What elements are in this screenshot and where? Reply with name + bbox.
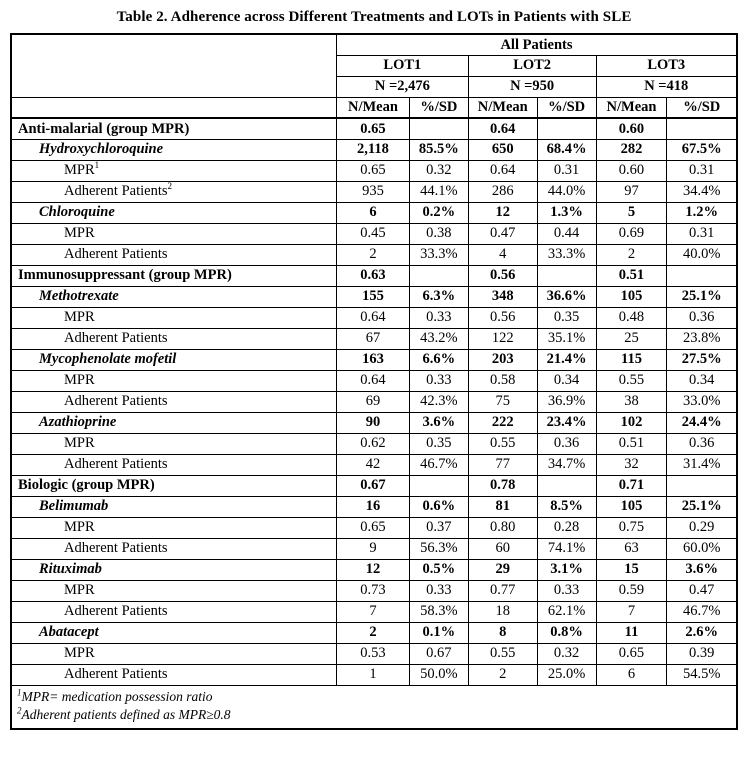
row-value: 97 (596, 181, 667, 202)
footnote-1-superscript: 1 (17, 687, 22, 697)
row-value: 122 (468, 328, 537, 349)
row-value: 11 (596, 622, 667, 643)
row-label: MPR (11, 223, 336, 244)
row-value: 105 (596, 286, 667, 307)
row-value: 34.7% (537, 454, 596, 475)
row-label: Mycophenolate mofetil (11, 349, 336, 370)
table-row (11, 538, 737, 559)
row-value: 0.47 (667, 580, 737, 601)
row-value: 33.3% (409, 244, 468, 265)
row-value: 0.78 (468, 475, 537, 496)
row-value: 0.33 (409, 580, 468, 601)
row-label: MPR (11, 580, 336, 601)
table-footer (11, 685, 737, 729)
row-value: 105 (596, 496, 667, 517)
row-value: 81 (468, 496, 537, 517)
header-lot2-n-mean: N/Mean (468, 97, 537, 118)
row-value: 2 (468, 664, 537, 685)
row-label: MPR (11, 370, 336, 391)
row-value: 63 (596, 538, 667, 559)
row-value: 0.32 (409, 160, 468, 181)
row-label: Methotrexate (11, 286, 336, 307)
row-value: 0.59 (596, 580, 667, 601)
row-value: 25.0% (537, 664, 596, 685)
row-value: 2.6% (667, 622, 737, 643)
row-value: 155 (336, 286, 409, 307)
header-lot3-n: N =418 (596, 76, 737, 97)
row-value: 36.6% (537, 286, 596, 307)
row-value: 7 (596, 601, 667, 622)
row-value: 3.6% (409, 412, 468, 433)
row-value: 33.3% (537, 244, 596, 265)
row-value: 40.0% (667, 244, 737, 265)
row-value: 54.5% (667, 664, 737, 685)
table-row (11, 244, 737, 265)
row-value: 0.32 (537, 643, 596, 664)
row-value: 0.37 (409, 517, 468, 538)
row-value: 85.5% (409, 139, 468, 160)
header-lot3-pct-sd: %/SD (667, 97, 737, 118)
row-value: 15 (596, 559, 667, 580)
row-value: 0.39 (667, 643, 737, 664)
row-value: 0.69 (596, 223, 667, 244)
table-row (11, 160, 737, 181)
row-value: 23.8% (667, 328, 737, 349)
row-value: 0.29 (667, 517, 737, 538)
row-value: 2 (336, 622, 409, 643)
table-body (11, 118, 737, 685)
row-value: 0.34 (537, 370, 596, 391)
header-lot1-n: N =2,476 (336, 76, 468, 97)
table-row (11, 622, 737, 643)
row-value: 0.34 (667, 370, 737, 391)
table-row (11, 601, 737, 622)
row-value: 0.44 (537, 223, 596, 244)
header-lot2-pct-sd: %/SD (537, 97, 596, 118)
row-label: Belimumab (11, 496, 336, 517)
row-value: 0.64 (336, 370, 409, 391)
row-value: 0.36 (667, 307, 737, 328)
row-value: 2 (596, 244, 667, 265)
footnote-2-superscript: 2 (17, 705, 22, 716)
table-row (11, 307, 737, 328)
header-lot2-n: N =950 (468, 76, 596, 97)
row-value: 0.71 (596, 475, 667, 496)
row-value: 74.1% (537, 538, 596, 559)
row-value: 25.1% (667, 286, 737, 307)
row-label: Hydroxychloroquine (11, 139, 336, 160)
row-value: 348 (468, 286, 537, 307)
row-label: Rituximab (11, 559, 336, 580)
row-value: 102 (596, 412, 667, 433)
row-value: 0.60 (596, 118, 667, 139)
table-row (11, 265, 737, 286)
header-lot2: LOT2 (468, 55, 596, 76)
row-value: 34.4% (667, 181, 737, 202)
row-value: 0.8% (537, 622, 596, 643)
row-label: Adherent Patients (11, 328, 336, 349)
row-value: 38 (596, 391, 667, 412)
header-row-all-patients (11, 34, 737, 55)
row-value: 46.7% (409, 454, 468, 475)
row-value: 0.2% (409, 202, 468, 223)
row-value: 0.65 (336, 118, 409, 139)
row-value: 0.67 (409, 643, 468, 664)
footnote-row (11, 685, 737, 729)
row-label: Adherent Patients (11, 391, 336, 412)
row-value: 0.48 (596, 307, 667, 328)
row-value: 18 (468, 601, 537, 622)
row-value: 0.33 (409, 370, 468, 391)
header-lot1: LOT1 (336, 55, 468, 76)
row-value: 8 (468, 622, 537, 643)
table-row (11, 349, 737, 370)
row-value: 203 (468, 349, 537, 370)
row-label-superscript: 2 (167, 181, 172, 192)
row-value: 62.1% (537, 601, 596, 622)
row-label: MPR (11, 643, 336, 664)
row-value: 7 (336, 601, 409, 622)
row-value: 0.47 (468, 223, 537, 244)
table-row (11, 370, 737, 391)
row-value (667, 475, 737, 496)
row-value: 0.56 (468, 265, 537, 286)
row-value: 1 (336, 664, 409, 685)
row-label: Immunosuppressant (group MPR) (11, 265, 336, 286)
header-lot1-pct-sd: %/SD (409, 97, 468, 118)
row-value: 0.31 (667, 160, 737, 181)
row-label: Anti-malarial (group MPR) (11, 118, 336, 139)
row-value: 6 (336, 202, 409, 223)
table-row (11, 286, 737, 307)
footnote-adherent-definition (17, 706, 732, 724)
table-header (11, 34, 737, 118)
row-value: 69 (336, 391, 409, 412)
row-value: 2,118 (336, 139, 409, 160)
row-value: 0.6% (409, 496, 468, 517)
table-row (11, 580, 737, 601)
row-value: 0.53 (336, 643, 409, 664)
row-value: 0.75 (596, 517, 667, 538)
row-label: Adherent Patients (11, 538, 336, 559)
row-value: 5 (596, 202, 667, 223)
row-label: Azathioprine (11, 412, 336, 433)
row-value: 0.65 (336, 160, 409, 181)
row-value: 0.56 (468, 307, 537, 328)
row-value: 0.55 (596, 370, 667, 391)
table-row (11, 139, 737, 160)
header-empty-label-cell (11, 34, 336, 97)
row-value: 0.36 (667, 433, 737, 454)
row-value (537, 118, 596, 139)
row-value: 23.4% (537, 412, 596, 433)
row-label: Abatacept (11, 622, 336, 643)
header-empty-cell (11, 97, 336, 118)
footnote-2-text: Adherent patients defined as MPR≥0.8 (21, 706, 231, 722)
row-value: 286 (468, 181, 537, 202)
row-value: 16 (336, 496, 409, 517)
row-value: 56.3% (409, 538, 468, 559)
table-row (11, 496, 737, 517)
header-lot3-n-mean: N/Mean (596, 97, 667, 118)
table-row (11, 517, 737, 538)
row-value: 12 (336, 559, 409, 580)
row-value: 0.51 (596, 265, 667, 286)
table-row (11, 643, 737, 664)
row-value: 35.1% (537, 328, 596, 349)
table-row (11, 433, 737, 454)
row-value: 0.65 (596, 643, 667, 664)
row-value: 33.0% (667, 391, 737, 412)
row-value: 44.0% (537, 181, 596, 202)
row-value: 0.35 (409, 433, 468, 454)
row-value: 282 (596, 139, 667, 160)
row-value: 29 (468, 559, 537, 580)
row-value: 60 (468, 538, 537, 559)
header-row-columns (11, 97, 737, 118)
row-value: 222 (468, 412, 537, 433)
row-value: 0.33 (537, 580, 596, 601)
row-value: 0.65 (336, 517, 409, 538)
row-value (409, 475, 468, 496)
row-value: 42 (336, 454, 409, 475)
table-row (11, 559, 737, 580)
row-value: 0.33 (409, 307, 468, 328)
row-value: 0.1% (409, 622, 468, 643)
row-value: 68.4% (537, 139, 596, 160)
row-value: 0.58 (468, 370, 537, 391)
row-value: 50.0% (409, 664, 468, 685)
row-value: 0.67 (336, 475, 409, 496)
row-value (667, 265, 737, 286)
row-value: 43.2% (409, 328, 468, 349)
row-value: 650 (468, 139, 537, 160)
row-value (409, 118, 468, 139)
footnote-1-text: MPR= medication possession ratio (21, 688, 213, 704)
row-value: 0.62 (336, 433, 409, 454)
row-label: Adherent Patients$^2$ (11, 181, 336, 202)
row-label: Adherent Patients (11, 244, 336, 265)
row-value: 36.9% (537, 391, 596, 412)
row-value: 6 (596, 664, 667, 685)
table-row (11, 412, 737, 433)
row-label: Adherent Patients (11, 454, 336, 475)
row-value: 32 (596, 454, 667, 475)
row-value: 0.55 (468, 433, 537, 454)
row-value: 0.64 (336, 307, 409, 328)
header-lot1-n-mean: N/Mean (336, 97, 409, 118)
row-value: 0.51 (596, 433, 667, 454)
header-lot3: LOT3 (596, 55, 737, 76)
row-value: 2 (336, 244, 409, 265)
row-value: 27.5% (667, 349, 737, 370)
row-label: MPR (11, 307, 336, 328)
row-value: 6.3% (409, 286, 468, 307)
footnotes (11, 685, 737, 729)
row-value: 31.4% (667, 454, 737, 475)
row-value: 60.0% (667, 538, 737, 559)
row-value: 0.64 (468, 118, 537, 139)
row-value: 0.77 (468, 580, 537, 601)
row-label: MPR$^1$ (11, 160, 336, 181)
row-value: 44.1% (409, 181, 468, 202)
row-value: 67 (336, 328, 409, 349)
row-value: 3.6% (667, 559, 737, 580)
row-value: 77 (468, 454, 537, 475)
row-value: 0.36 (537, 433, 596, 454)
row-value: 0.38 (409, 223, 468, 244)
row-value (537, 265, 596, 286)
row-value: 0.35 (537, 307, 596, 328)
row-value: 935 (336, 181, 409, 202)
row-value: 46.7% (667, 601, 737, 622)
row-value: 0.5% (409, 559, 468, 580)
adherence-table (10, 33, 738, 730)
row-label: MPR (11, 517, 336, 538)
row-value: 42.3% (409, 391, 468, 412)
row-label: Chloroquine (11, 202, 336, 223)
row-value: 0.31 (537, 160, 596, 181)
footnote-mpr-definition (17, 688, 732, 706)
row-value: 0.55 (468, 643, 537, 664)
row-value: 25 (596, 328, 667, 349)
row-value: 4 (468, 244, 537, 265)
row-value: 67.5% (667, 139, 737, 160)
row-value: 25.1% (667, 496, 737, 517)
row-value: 3.1% (537, 559, 596, 580)
row-value: 24.4% (667, 412, 737, 433)
table-row (11, 328, 737, 349)
row-value: 58.3% (409, 601, 468, 622)
row-label: Adherent Patients (11, 664, 336, 685)
table-title: Table 2. Adherence across Different Treatments and LOTs in Patients with SLE (116, 9, 632, 25)
row-value: 12 (468, 202, 537, 223)
row-value: 163 (336, 349, 409, 370)
row-value: 0.64 (468, 160, 537, 181)
row-value: 6.6% (409, 349, 468, 370)
row-label-superscript: 1 (94, 160, 100, 171)
row-value (537, 475, 596, 496)
row-value: 75 (468, 391, 537, 412)
row-value: 0.45 (336, 223, 409, 244)
table-row (11, 664, 737, 685)
table-row (11, 391, 737, 412)
row-value (409, 265, 468, 286)
row-value: 90 (336, 412, 409, 433)
row-label: Adherent Patients (11, 601, 336, 622)
table-row (11, 475, 737, 496)
row-value: 0.63 (336, 265, 409, 286)
row-value (667, 118, 737, 139)
table-row (11, 181, 737, 202)
row-value: 9 (336, 538, 409, 559)
row-value: 0.28 (537, 517, 596, 538)
row-label: MPR (11, 433, 336, 454)
row-value: 1.3% (537, 202, 596, 223)
row-value: 0.73 (336, 580, 409, 601)
table-row (11, 202, 737, 223)
row-value: 21.4% (537, 349, 596, 370)
row-value: 8.5% (537, 496, 596, 517)
row-value: 1.2% (667, 202, 737, 223)
row-label: Biologic (group MPR) (11, 475, 336, 496)
row-value: 0.80 (468, 517, 537, 538)
header-all-patients: All Patients (336, 34, 737, 55)
table-row (11, 223, 737, 244)
row-value: 0.60 (596, 160, 667, 181)
row-value: 0.31 (667, 223, 737, 244)
table-row (11, 118, 737, 139)
table-row (11, 454, 737, 475)
row-value: 115 (596, 349, 667, 370)
